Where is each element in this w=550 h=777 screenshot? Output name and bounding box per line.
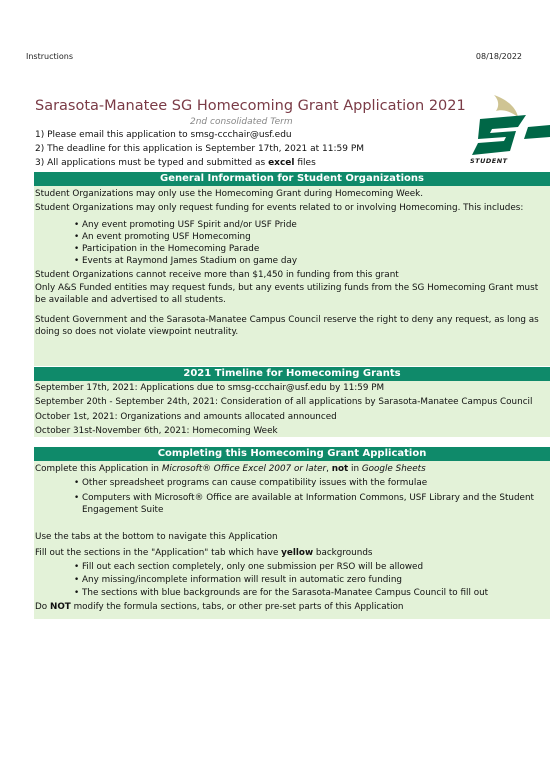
completing-p2: Use the tabs at the bottom to navigate this Application (35, 532, 278, 543)
completing-bullet: • Any missing/incomplete information will result in automatic zero funding (74, 575, 402, 586)
general-bullet: • Participation in the Homecoming Parade (74, 244, 260, 255)
general-info-section (34, 172, 550, 366)
header-left: Instructions (26, 52, 73, 61)
general-bullet: • Any event promoting USF Spirit and/or USF Pride (74, 219, 297, 230)
general-bullet: • Events at Raymond James Stadium on game day (74, 256, 298, 267)
timeline-heading: 2021 Timeline for Homecoming Grants (34, 367, 550, 381)
timeline-item: September 17th, 2021: Applications due to smsg-ccchair@usf.edu by 11:59 PM (35, 383, 385, 393)
intro-line-1: 1) Please email this application to smsg-ccchair@usf.edu (35, 130, 292, 140)
intro-line-2: 2) The deadline for this application is September 17th, 2021 at 11:59 PM (35, 144, 365, 154)
general-bullet: • An event promoting USF Homecoming (74, 231, 251, 242)
timeline-item: October 1st, 2021: Organizations and amounts allocated announced (35, 411, 337, 422)
intro-line-3: 3) All applications must be typed and submitted as excel files (35, 158, 316, 168)
general-p4: Only A&S Funded entities may request funds, but any events utilizing funds from the SG Homecoming Grant must be available and advertised to all students. (35, 283, 539, 306)
completing-bullet: • Computers with Microsoft® Office are available at Information Commons, USF Library and the Student Engagement Suite (74, 492, 534, 515)
general-info-heading: General Information for Student Organizations (34, 172, 550, 186)
page-subtitle: 2nd consolidated Term (190, 117, 293, 127)
completing-section (34, 447, 550, 619)
completing-p1: Complete this Application in Microsoft® Office Excel 2007 or later, not in Google Sheets (35, 464, 426, 474)
timeline-section (34, 367, 550, 437)
completing-bullet: • Fill out each section completely, only one submission per RSO will be allowed (74, 561, 424, 572)
page-title: Sarasota-Manatee SG Homecoming Grant Application 2021 (35, 98, 466, 114)
completing-bullet: • The sections with blue backgrounds are for the Sarasota-Manatee Campus Council to fill out (74, 588, 489, 599)
header-date: 08/18/2022 (475, 52, 522, 61)
timeline-item: October 31st-November 6th, 2021: Homecoming Week (35, 425, 278, 436)
completing-heading: Completing this Homecoming Grant Application (34, 447, 550, 461)
completing-bullet: • Other spreadsheet programs can cause compatibility issues with the formulae (74, 478, 428, 489)
logo-text: STUDENT (470, 157, 508, 165)
completing-p4: Do NOT modify the formula sections, tabs, or other pre-set parts of this Application (35, 601, 404, 612)
timeline-item: September 20th - September 24th, 2021: Consideration of all applications by Sarasota-Manatee Campus Council (35, 397, 533, 408)
general-p5: Student Government and the Sarasota-Manatee Campus Council reserve the right to deny any request, as long as doing so does not violate viewpoint neutrality. (35, 314, 539, 337)
general-p3: Student Organizations cannot receive more than $1,450 in funding from this grant (35, 269, 399, 280)
general-p1: Student Organizations may only use the Homecoming Grant during Homecoming Week. (35, 189, 424, 199)
completing-p3: Fill out the sections in the "Application" tab which have yellow backgrounds (35, 548, 373, 559)
general-p2: Student Organizations may only request funding for events related to or involving Homecoming. This includes: (35, 203, 524, 214)
